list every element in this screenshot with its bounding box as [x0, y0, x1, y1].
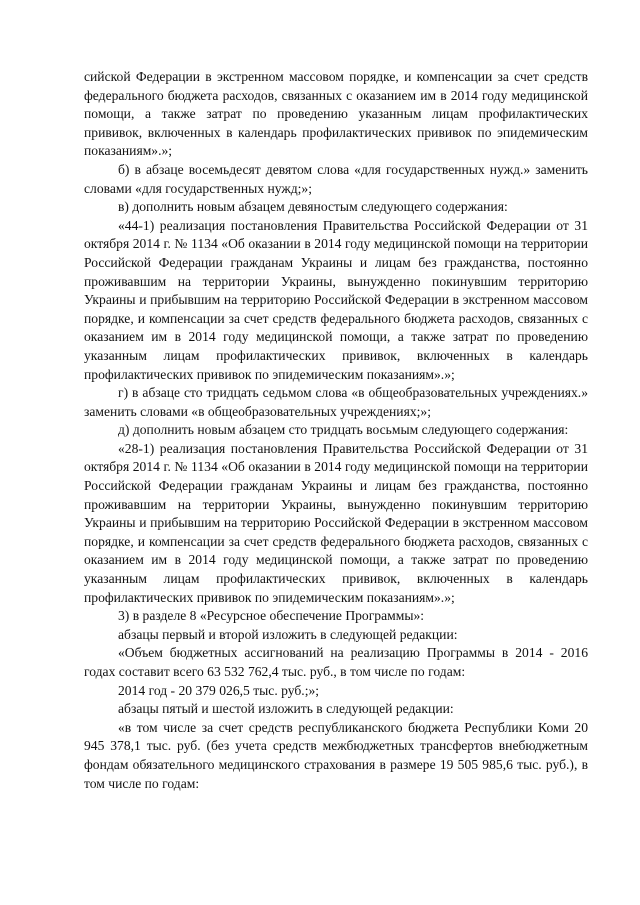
paragraph-first-second: абзацы первый и второй изложить в следующей редакции:: [118, 626, 458, 642]
paragraph-republic-budget: «в том числе за счет средств республиканского бюджета Республики Коми 20 945 378,1 тыс. руб. (без учета средств межбюджетных трансфертов внебюджетным фондам обязательного медицинского страхования в размере 19 505 985,6 тыс. руб.), в том числе по годам:: [84, 719, 588, 791]
paragraph-budget-total: «Объем бюджетных ассигнований на реализацию Программы в 2014 - 2016 годах составит всего 63 532 762,4 тыс. руб., в том числе по годам:: [84, 645, 588, 679]
paragraph-item-b: б) в абзаце восемьдесят девятом слова «для государственных нужд.» заменить словами «для государственных нужд;»;: [84, 161, 588, 196]
paragraph-quote-44-1: «44-1) реализация постановления Правительства Российской Федерации от 31 октября 2014 г. № 1134 «Об оказании в 2014 году медицинской помощи на территории Российской Федерации гражданам Украины и лицам без гражданства, постоянно проживавшим на территории Украины, вынужденно покинувшим территорию Украины и прибывшим на территорию Российской Федерации в экстренном массовом порядке, и компенсации за счет средств федерального бюджета расходов, связанных с оказанием им в 2014 году медицинской помощи, а также затрат по проведению указанным лицам профилактических прививок, включенных в календарь профилактических прививок по эпидемическим показаниям».»;: [84, 217, 588, 382]
paragraph-continuation: сийской Федерации в экстренном массовом порядке, и компенсации за счет средств федерального бюджета расходов, связанных с оказанием им в 2014 году медицинской помощи, а также затрат по проведению указанным лицам профилактических прививок, включенных в календарь профилактических прививок по эпидемическим показаниям».»;: [84, 69, 588, 159]
paragraph-item-v: в) дополнить новым абзацем девяностым следующего содержания:: [118, 199, 508, 215]
paragraph-item-g: г) в абзаце сто тридцать седьмом слова «в общеобразовательных учреждениях.» заменить словами «в общеобразовательных учреждениях;»;: [84, 385, 588, 419]
paragraph-quote-28-1: «28-1) реализация постановления Правительства Российской Федерации от 31 октября 2014 г. № 1134 «Об оказании в 2014 году медицинской помощи на территории Российской Федерации гражданам Украины и лицам без гражданства, постоянно проживавшим на территории Украины, вынужденно покинувшим территорию Украины и прибывшим на территорию Российской Федерации в экстренном массовом порядке, и компенсации за счет средств федерального бюджета расходов, связанных с оказанием им в 2014 году медицинской помощи, а также затрат по проведению указанным лицам профилактических прививок, включенных в календарь профилактических прививок по эпидемическим показаниям».»;: [84, 440, 588, 605]
paragraph-item-d: д) дополнить новым абзацем сто тридцать восьмым следующего содержания:: [118, 422, 569, 438]
paragraph-section-8: 3) в разделе 8 «Ресурсное обеспечение Программы»:: [118, 608, 425, 624]
paragraph-year-2014: 2014 год - 20 379 026,5 тыс. руб.;»;: [118, 682, 320, 698]
paragraph-fifth-sixth: абзацы пятый и шестой изложить в следующей редакции:: [118, 701, 454, 717]
document-page: [84, 68, 588, 793]
